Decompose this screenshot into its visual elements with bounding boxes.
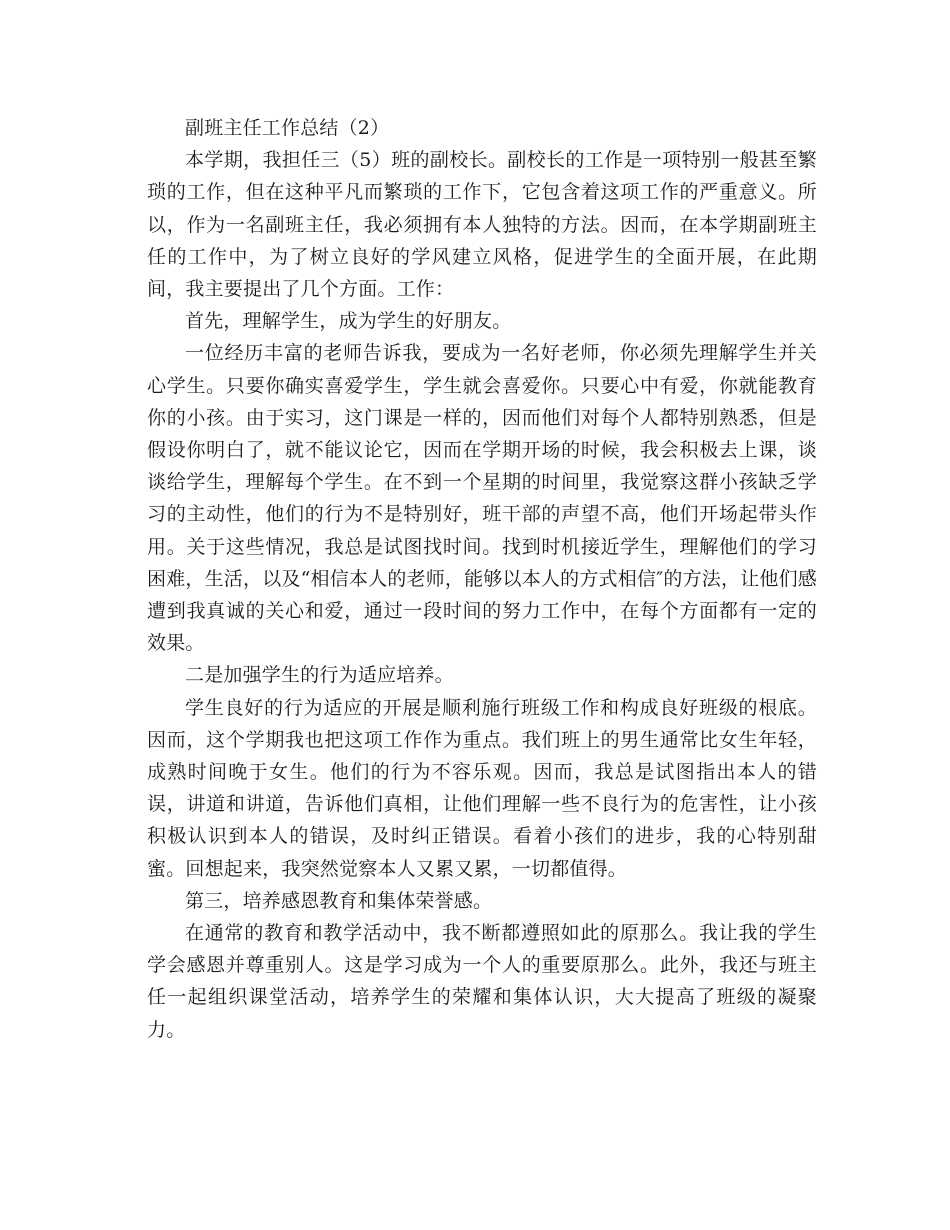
- heading-first-point: 首先，理解学生，成为学生的好朋友。: [185, 310, 512, 333]
- paragraph-first-point: 一位经历丰富的老师告诉我，要成为一名好老师，你必须先理解学生并关心学生。只要你确实喜爱学生，学生就会喜爱你。只要心中有爱，你就能教育你的小孩。由于实习，这门课是一样的，因而他们对每个人都特别熟悉，但是假设你明白了，就不能议论它，因而在学期开场的时候，我会积极去上课，谈谈给学生，理解每个学生。在不到一个星期的时间里，我觉察这群小孩缺乏学习的主动性，他们的行为不是特别好，班干部的声望不高，他们开场起带头作用。关于这些情况，我总是试图找时间。找到时机接近学生，理解他们的学习困难，生活，以及“相信本人的老师，能够以本人的方式相信″的方法，让他们感遭到我真诚的关心和爱，通过一段时间的努力工作中，在每个方面都有一定的效果。: [147, 342, 818, 655]
- heading-third-point: 第三，培养感恩教育和集体荣誉感。: [185, 889, 493, 912]
- heading-second-point: 二是加强学生的行为适应培养。: [185, 664, 454, 687]
- paragraph-third-point: 在通常的教育和教学活动中，我不断都遵照如此的原那么。我让我的学生学会感恩并尊重别人。这是学习成为一个人的重要原那么。此外，我还与班主任一起组织课堂活动，培养学生的荣耀和集体认识，大大提高了班级的凝聚力。: [147, 922, 817, 1041]
- paragraph-intro: 本学期，我担任三（5）班的副校长。副校长的工作是一项特别一般甚至繁琐的工作，但在这种平凡而繁琐的工作下，它包含着这项工作的严重意义。所以，作为一名副班主任，我必须拥有本人独特的方法。因而，在本学期副班主任的工作中，为了树立良好的学风建立风格，促进学生的全面开展，在此期间，我主要提出了几个方面。工作：: [147, 149, 817, 301]
- document-title: 副班主任工作总结（2）: [185, 117, 390, 139]
- document-body: [147, 112, 817, 1046]
- paragraph-second-point: 学生良好的行为适应的开展是顺利施行班级工作和构成良好班级的根底。因而，这个学期我也把这项工作作为重点。我们班上的男生通常比女生年轻，成熟时间晚于女生。他们的行为不容乐观。因而，我总是试图指出本人的错误，讲道和讲道，告诉他们真相，让他们理解一些不良行为的危害性，让小孩积极认识到本人的错误，及时纠正错误。看着小孩们的进步，我的心特别甜蜜。回想起来，我突然觉察本人又累又累，一切都值得。: [147, 696, 817, 880]
